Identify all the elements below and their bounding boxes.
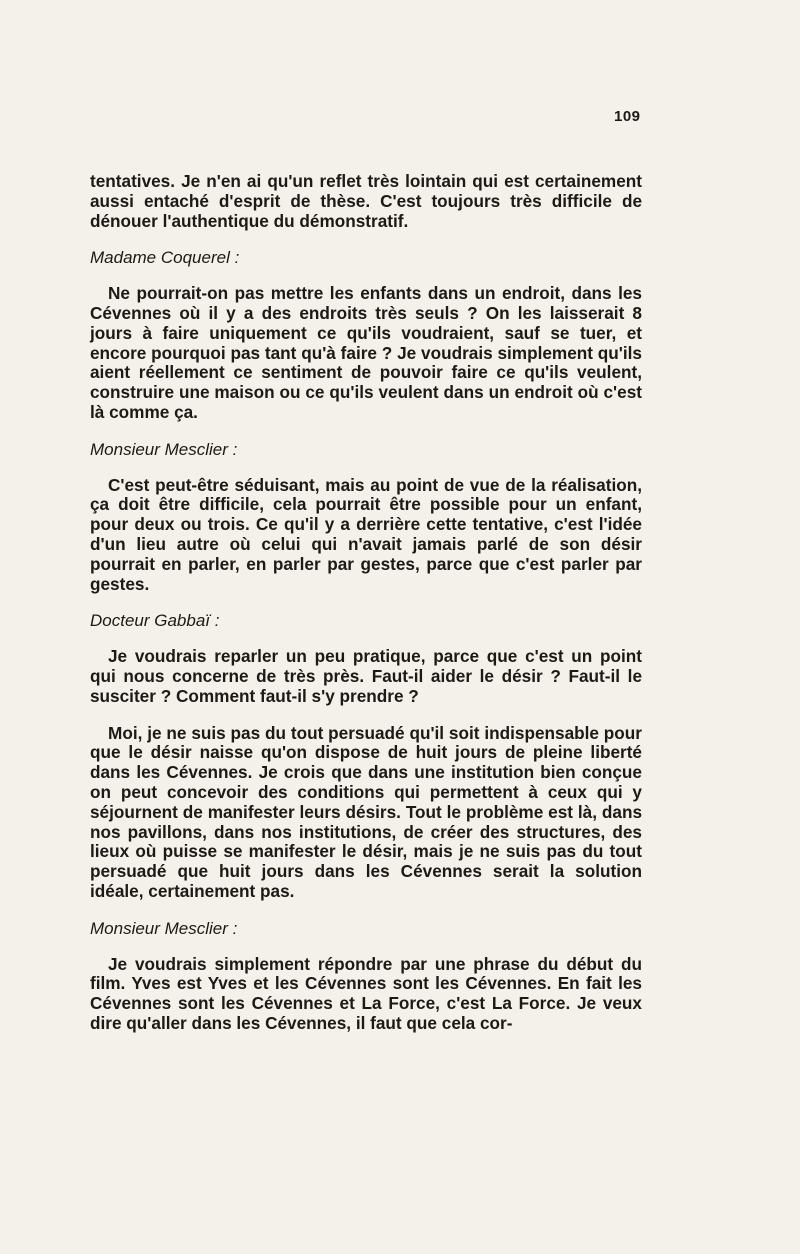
speaker-name: Docteur Gabbaï : <box>90 611 220 631</box>
paragraph: Ne pourrait-on pas mettre les enfants dans un endroit, dans les Cévennes où il y a des endroits très seuls ? On les laisserait 8 jours à faire uniquement ce qu'ils voudraient, sauf se tuer, et encore pourquoi pas tant qu'à faire ? Je voudrais simplement qu'ils aient réellement ce sentiment de pouvoir faire ce qu'ils veulent, construire une maison ou ce qu'ils veulent dans un endroit où c'est là comme ça. <box>90 283 642 422</box>
paragraph: tentatives. Je n'en ai qu'un reflet très lointain qui est certainement aussi entaché d'esprit de thèse. C'est toujours très difficile de dénouer l'authentique du démonstratif. <box>90 171 642 231</box>
speaker-name: Monsieur Mesclier : <box>90 439 238 459</box>
page-body <box>90 172 642 1051</box>
paragraph: Moi, je ne suis pas du tout persuadé qu'il soit indispensable pour que le désir naisse qu'on dispose de huit jours de pleine liberté dans les Cévennes. Je crois que dans une institution bien conçue on peut concevoir des conditions qui permettent à ceux qui y séjournent de manifester leurs désirs. Tout le problème est là, dans nos pavillons, dans nos institutions, de créer des structures, des lieux où puisse se manifester le désir, mais je ne suis pas du tout persuadé que huit jours dans les Cévennes serait la solution idéale, certainement pas. <box>90 722 642 901</box>
paragraph: C'est peut-être séduisant, mais au point de vue de la réalisation, ça doit être difficile, cela pourrait être possible pour un enfant, pour deux ou trois. Ce qu'il y a derrière cette tentative, c'est l'idée d'un lieu autre où celui qui n'avait jamais parlé de son désir pourrait en parler, en parler par gestes, parce que c'est parler par gestes. <box>90 474 642 594</box>
speaker-name: Madame Coquerel : <box>90 248 240 268</box>
paragraph: Je voudrais simplement répondre par une phrase du début du film. Yves est Yves et les Cévennes sont les Cévennes. En fait les Cévennes sont les Cévennes et La Force, c'est La Force. Je veux dire qu'aller dans les Cévennes, il faut que cela cor- <box>90 953 642 1033</box>
page-number: 109 <box>614 108 641 125</box>
paragraph: Je voudrais reparler un peu pratique, parce que c'est un point qui nous concerne de très près. Faut-il aider le désir ? Faut-il le susciter ? Comment faut-il s'y prendre ? <box>90 646 642 706</box>
speaker-name: Monsieur Mesclier : <box>90 918 238 938</box>
